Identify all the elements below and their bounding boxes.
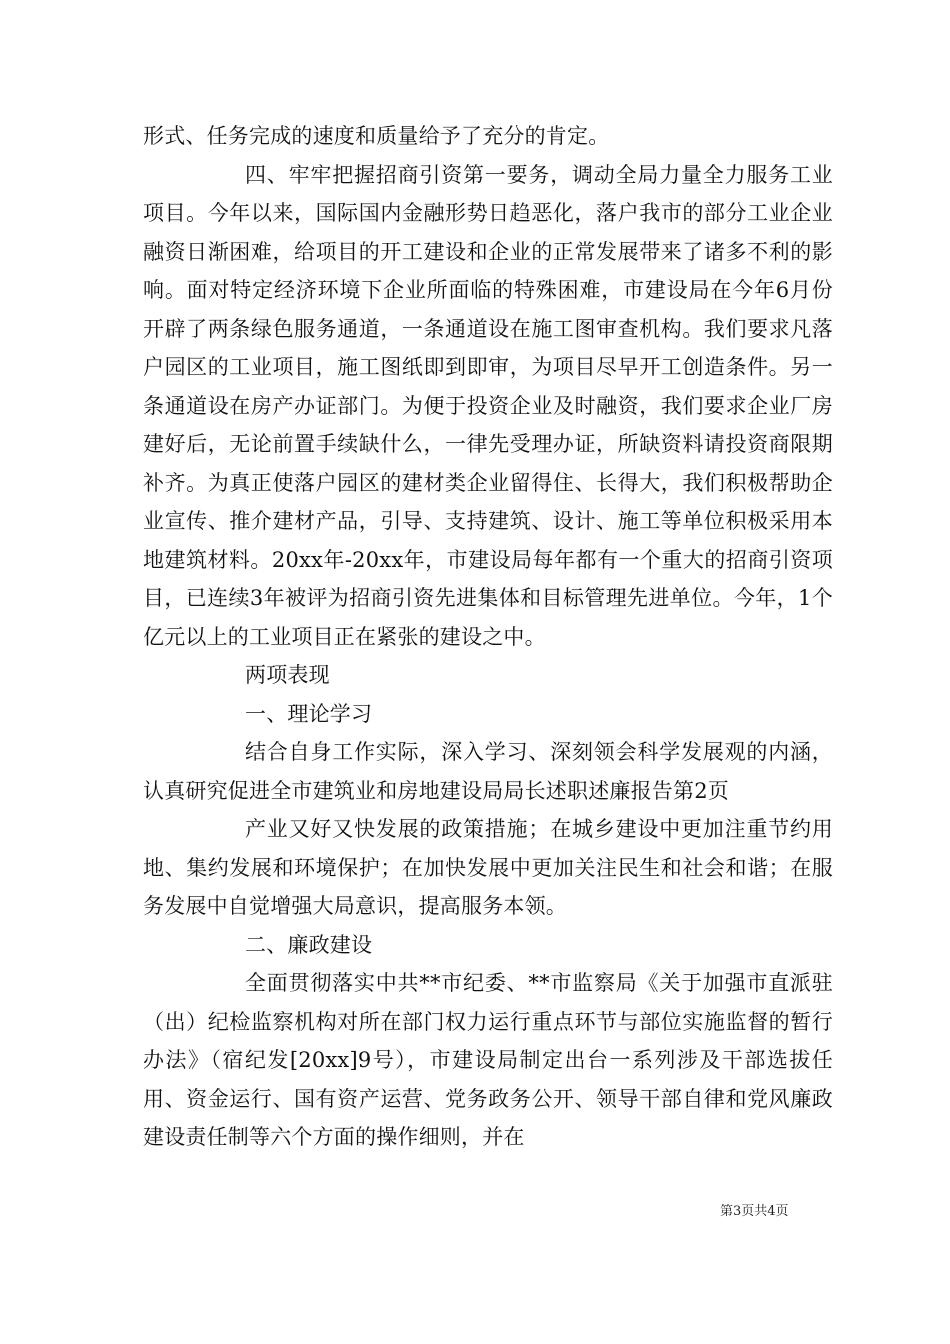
section-heading-two-performances: 两项表现 (245, 663, 330, 687)
subheading-clean-government: 二、廉政建设 (245, 932, 373, 957)
paragraph-clean-government: 全面贯彻落实中共**市纪委、**市监察局《关于加强市直派驻（出）纪检监察机构对所在部门权力运行重点环节与部位实施监督的暂行办法》（宿纪发[20xx]9号），市建设局制定出台一系列涉及干部选拔任用、资金运行、国有资产运营、党务政务公开、领导干部自律和党风廉政建设责任制等六个方面的操作细则，并在 (143, 971, 833, 1149)
paragraph-policy-measures: 产业又好又快发展的政策措施；在城乡建设中更加注重节约用地、集约发展和环境保护；在加快发展中更加关注民生和社会和谐；在服务发展中自觉增强大局意识，提高服务本领。 (143, 817, 833, 918)
paragraph-continuation: 形式、任务完成的速度和质量给予了充分的肯定。 (143, 124, 610, 148)
document-body (143, 117, 833, 1157)
paragraph-theory-study: 结合自身工作实际，深入学习、深刻领会科学发展观的内涵，认真研究促进全市建筑业和房地建设局局长述职述廉报告第2页 (143, 740, 833, 803)
subheading-theory-study: 一、理论学习 (245, 701, 373, 726)
page-number-footer: 第3页共4页 (720, 1204, 789, 1219)
paragraph-investment-promotion: 四、牢牢把握招商引资第一要务，调动全局力量全力服务工业项目。今年以来，国际国内金融形势日趋恶化，落户我市的部分工业企业融资日渐困难，给项目的开工建设和企业的正常发展带来了诸多不利的影响。面对特定经济环境下企业所面临的特殊困难，市建设局在今年6月份开辟了两条绿色服务通道，一条通道设在施工图审查机构。我们要求凡落户园区的工业项目，施工图纸即到即审，为项目尽早开工创造条件。另一条通道设在房产办证部门。为便于投资企业及时融资，我们要求企业厂房建好后，无论前置手续缺什么，一律先受理办证，所缺资料请投资商限期补齐。为真正使落户园区的建材类企业留得住、长得大，我们积极帮助企业宣传、推介建材产品，引导、支持建筑、设计、施工等单位积极采用本地建筑材料。20xx年-20xx年，市建设局每年都有一个重大的招商引资项目，已连续3年被评为招商引资先进集体和目标管理先进单位。今年，1个亿元以上的工业项目正在紧张的建设之中。 (143, 162, 833, 649)
